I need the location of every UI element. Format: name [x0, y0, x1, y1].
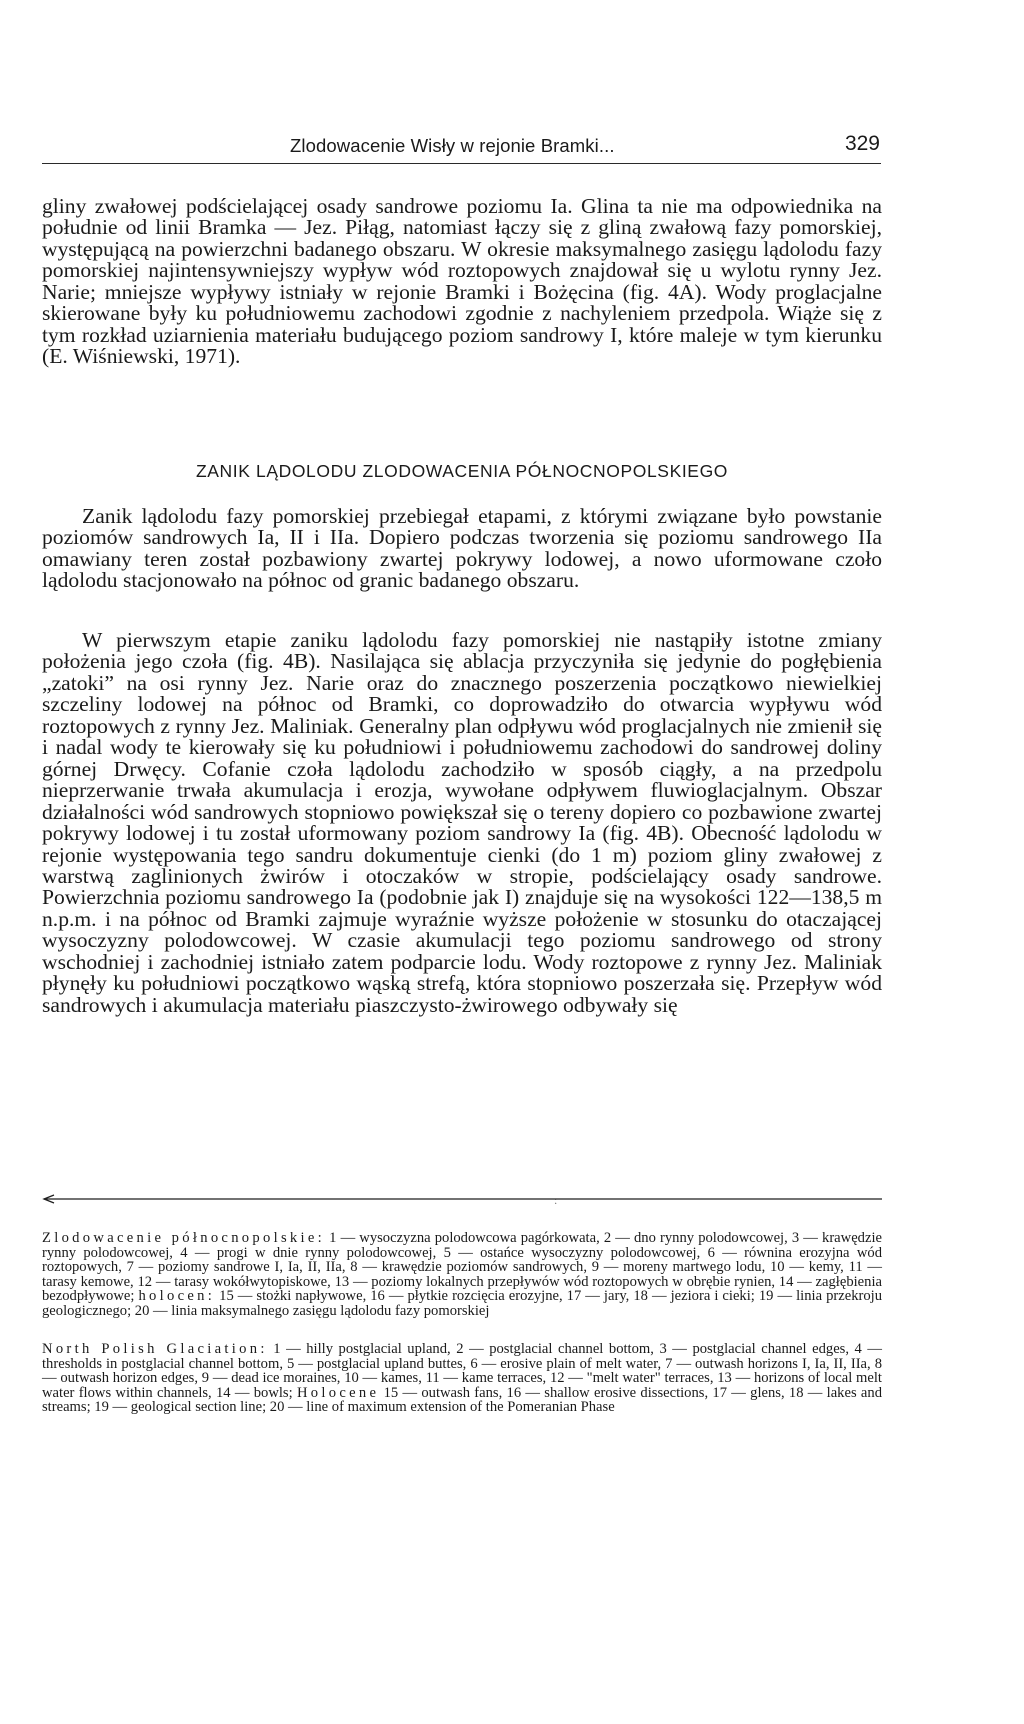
- caption-label-holocene-english: Holocene: [296, 1384, 380, 1401]
- section-heading: ZANIK LĄDOLODU ZLODOWACENIA PÓŁNOCNOPOLSKIEGO: [195, 461, 728, 481]
- running-title: Zlodowacenie Wisły w rejonie Bramki...: [290, 135, 615, 156]
- figure-separator-arrow: [42, 1194, 882, 1204]
- caption-text-polish: 1 — wysoczyzna polodowcowa pagórkowata, 2 — dno rynny polodowcowej, 3 — krawędzie rynny polodowcowej, 4 — progi w dnie rynny polodowcowej, 5 — ostańce wysoczyzny polodowcowej, 6 — równina erozyjna wód roztopowych, 7 — poziomy sandrowe I, Ia, II, IIa, 8 — krawędzie poziomów sandrowych, 9 — moreny martwego lodu, 10 — kemy, 11 — tarasy kemowe, 12 — tarasy wokółwytopiskowe, 13 — poziomy lokalnych przepływów wód roztopowych w obrębie rynien, 14 — zagłębienia bezodpływowe;: [42, 1230, 882, 1305]
- caption-label-english: North Polish Glaciation:: [42, 1341, 268, 1357]
- margin-mark: :: [554, 1193, 558, 1207]
- figure-caption-polish: [42, 1231, 882, 1319]
- body-paragraph-2: Zanik lądolodu fazy pomorskiej przebiegał etapami, z którymi związane było powstanie poziomów sandrowych Ia, II i IIa. Dopiero podczas tworzenia się poziomu sandrowego IIa omawiany teren został pozbawiony zwartej pokrywy lodowej, a nowo uformowane czoło lądolodu stacjonowało na północ od granic badanego obszaru.: [42, 504, 882, 593]
- caption-label-holocene-polish: holocen:: [138, 1288, 216, 1305]
- caption-label-polish: Zlodowacenie północnopolskie:: [42, 1230, 326, 1246]
- page-number: 329: [844, 132, 880, 155]
- body-paragraph-1: gliny zwałowej podścielającej osady sandrowe poziomu Ia. Glina ta nie ma odpowiednika na południe od linii Bramka — Jez. Piłąg, natomiast łączy się z gliną zwałową fazy pomorskiej, występującą na powierzchni badanego obszaru. W okresie maksymalnego zasięgu lądolodu fazy pomorskiej najintensywniejszy wypływ wód roztopowych znajdował się u wylotu rynny Jez. Narie; mniejsze wypływy istniały w rejonie Bramki i Bożęcina (fig. 4A). Wody proglacjalne skierowane były ku południowemu zachodowi zgodnie z nachyleniem przedpola. Wiąże się z tym rozkład uziarnienia materiału budującego poziom sandrowy I, które maleje w tym kierunku (E. Wiśniewski, 1971).: [42, 194, 882, 369]
- caption-text-english: 1 — hilly postglacial upland, 2 — postglacial channel bottom, 3 — postglacial channel edges, 4 — thresholds in postglacial channel bottom, 5 — postglacial upland buttes, 6 — erosive plain of melt water, 7 — outwash horizons I, Ia, II, IIa, 8 — outwash horizon edges, 9 — dead ice moraines, 10 — kames, 11 — kame terraces, 12 — "melt water" terraces, 13 — horizons of local melt water flows within channels, 14 — bowls;: [42, 1341, 883, 1401]
- body-paragraph-3: W pierwszym etapie zaniku lądolodu fazy pomorskiej nie nastąpiły istotne zmiany położenia jego czoła (fig. 4B). Nasilająca się ablacja przyczyniła się jedynie do pogłębienia „zatoki” na osi rynny Jez. Narie oraz do znacznego poszerzenia początkowo niewielkiej szczeliny lodowej na północ od Bramki, co doprowadziło do otwarcia wypływu wód roztopowych z rynny Jez. Maliniak. Generalny plan odpływu wód proglacjalnych nie zmienił się i nadal wody te kierowały się ku południowi i południowemu zachodowi do sandrowej doliny górnej Drwęcy. Cofanie czoła lądolodu zachodziło w sposób ciągły, a na przedpolu nieprzerwanie trwała akumulacja i erozja, wywołane odpływem fluwioglacjalnym. Obszar działalności wód sandrowych stopniowo powiększał się o tereny dopiero co pozbawione zwartej pokrywy lodowej i tu został uformowany poziom sandrowy Ia (fig. 4B). Obecność lądolodu w rejonie występowania tego sandru dokumentuje cienki (do 1 m) poziom gliny zwałowej z warstwą zaglinionych żwirów i otoczaków w stropie, podścielający osady sandrowe. Powierzchnia poziomu sandrowego Ia (podobnie jak I) znajduje się na wysokości 122—138,5 m n.p.m. i na północ od Bramki zajmuje wyraźnie wyższe położenie w stosunku do otaczającej wysoczyzny polodowcowej. W czasie akumulacji tego poziomu sandrowego od strony wschodniej i zachodniej istniało zatem podparcie lodu. Wody roztopowe z rynny Jez. Maliniak płynęły ku południowi początkowo wąską strefą, która stopniowo poszerzała się. Przepływ wód sandrowych i akumulacja materiału piaszczysto-żwirowego odbywały się: [42, 628, 882, 1017]
- caption-text-holocene-polish: 15 — stożki napływowe, 16 — płytkie rozcięcia erozyjne, 17 — jary, 18 — jeziora i cieki; 19 — linia przekroju geologicznego; 20 — linia maksymalnego zasięgu lądolodu fazy pomorskiej: [42, 1288, 882, 1319]
- caption-text-holocene-english: 15 — outwash fans, 16 — shallow erosive dissections, 17 — glens, 18 — lakes and streams; 19 — geological section line; 20 — line of maximum extension of the Pomeranian Phase: [42, 1384, 882, 1416]
- figure-caption-english: [42, 1342, 882, 1415]
- running-header: [42, 133, 881, 164]
